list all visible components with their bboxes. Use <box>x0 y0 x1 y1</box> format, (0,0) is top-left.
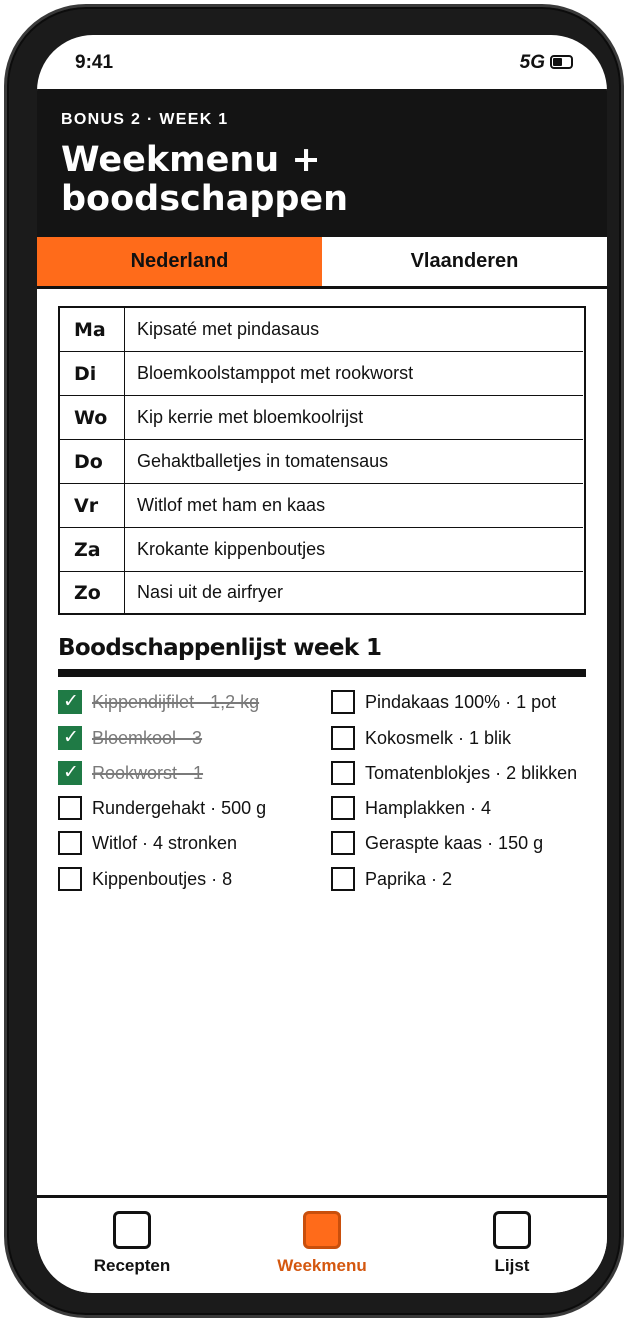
divider <box>58 669 586 677</box>
menu-day: Ma <box>60 308 125 351</box>
status-time: 9:41 <box>75 52 114 73</box>
shopping-item[interactable] <box>331 726 511 750</box>
menu-dish: Gehaktballetjes in tomatensaus <box>137 451 389 471</box>
shopping-item[interactable] <box>58 867 232 891</box>
network-indicator: 5G <box>519 52 545 73</box>
menu-day: Za <box>60 528 125 571</box>
shopping-item[interactable] <box>331 761 577 785</box>
menu-day: Do <box>60 440 125 483</box>
menu-row[interactable] <box>60 352 583 396</box>
menu-dish: Kip kerrie met bloemkoolrijst <box>137 407 364 427</box>
checkbox[interactable] <box>331 726 355 750</box>
shopping-item-label: Rundergehakt · 500 g <box>92 797 267 818</box>
shopping-item[interactable] <box>331 867 452 891</box>
nav-lijst[interactable] <box>417 1198 607 1293</box>
recipes-icon <box>113 1211 151 1249</box>
shopping-item-label: Rookworst · 1 <box>92 762 204 783</box>
list-icon <box>493 1211 531 1249</box>
screen <box>37 35 607 1293</box>
weekmenu-icon <box>303 1211 341 1249</box>
checkbox[interactable] <box>58 867 82 891</box>
page-header <box>37 89 607 237</box>
page-kicker: BONUS 2 · WEEK 1 <box>61 111 229 128</box>
menu-day: Vr <box>60 484 125 527</box>
nav-label: Recepten <box>93 1256 171 1275</box>
menu-day: Di <box>60 352 125 395</box>
shopping-item[interactable] <box>58 726 202 750</box>
nav-weekmenu[interactable] <box>227 1198 417 1293</box>
shopping-item[interactable] <box>58 831 237 855</box>
shopping-item-label: Hamplakken · 4 <box>365 797 492 818</box>
shopping-list-title: Boodschappenlijst week 1 <box>58 635 382 661</box>
checkbox[interactable] <box>58 796 82 820</box>
shopping-item-label: Kokosmelk · 1 blik <box>365 727 512 748</box>
menu-dish: Kipsaté met pindasaus <box>137 319 320 339</box>
menu-day: Wo <box>60 396 125 439</box>
checkbox[interactable] <box>331 796 355 820</box>
checkbox-checked[interactable] <box>58 726 82 750</box>
shopping-item-label: Witlof · 4 stronken <box>92 832 238 853</box>
shopping-item-label: Kippendijfilet · 1,2 kg <box>92 691 260 712</box>
bottom-nav <box>37 1195 607 1293</box>
shopping-item-label: Bloemkool · 3 <box>92 727 203 748</box>
nav-recepten[interactable] <box>37 1198 227 1293</box>
checkbox[interactable] <box>331 831 355 855</box>
checkbox-checked[interactable] <box>58 690 82 714</box>
shopping-item[interactable] <box>58 761 203 785</box>
menu-dish: Krokante kippenboutjes <box>137 539 326 559</box>
nav-label: Lijst <box>494 1256 530 1275</box>
shopping-item-label: Tomatenblokjes · 2 blikken <box>365 762 578 783</box>
week-menu-table <box>58 306 586 615</box>
menu-row[interactable] <box>60 440 583 484</box>
checkbox[interactable] <box>331 690 355 714</box>
menu-row[interactable] <box>60 308 583 352</box>
shopping-item[interactable] <box>331 831 543 855</box>
shopping-item-label: Paprika · 2 <box>365 868 453 889</box>
menu-row[interactable] <box>60 396 583 440</box>
menu-dish: Nasi uit de airfryer <box>137 582 284 602</box>
menu-row[interactable] <box>60 572 583 613</box>
checkbox-checked[interactable] <box>58 761 82 785</box>
checkbox[interactable] <box>331 867 355 891</box>
shopping-item-label: Geraspte kaas · 150 g <box>365 832 544 853</box>
shopping-item[interactable] <box>331 690 556 714</box>
region-tabs <box>37 237 607 289</box>
shopping-item[interactable] <box>331 796 491 820</box>
phone-frame <box>4 4 624 1318</box>
menu-dish: Witlof met ham en kaas <box>137 495 326 515</box>
checkbox[interactable] <box>58 831 82 855</box>
battery-icon <box>550 55 573 69</box>
status-bar <box>37 35 607 89</box>
tab-vlaanderen[interactable]: Vlaanderen <box>322 237 607 286</box>
menu-row[interactable] <box>60 484 583 528</box>
shopping-item-label: Kippenboutjes · 8 <box>92 868 233 889</box>
shopping-item[interactable] <box>58 690 259 714</box>
menu-row[interactable] <box>60 528 583 572</box>
shopping-item[interactable] <box>58 796 266 820</box>
tab-nederland[interactable]: Nederland <box>37 237 322 286</box>
page-title: Weekmenu + boodschappen <box>61 140 349 219</box>
nav-label: Weekmenu <box>277 1256 367 1275</box>
menu-day: Zo <box>60 572 125 613</box>
shopping-item-label: Pindakaas 100% · 1 pot <box>365 691 557 712</box>
checkbox[interactable] <box>331 761 355 785</box>
menu-dish: Bloemkoolstamppot met rookworst <box>137 363 414 383</box>
